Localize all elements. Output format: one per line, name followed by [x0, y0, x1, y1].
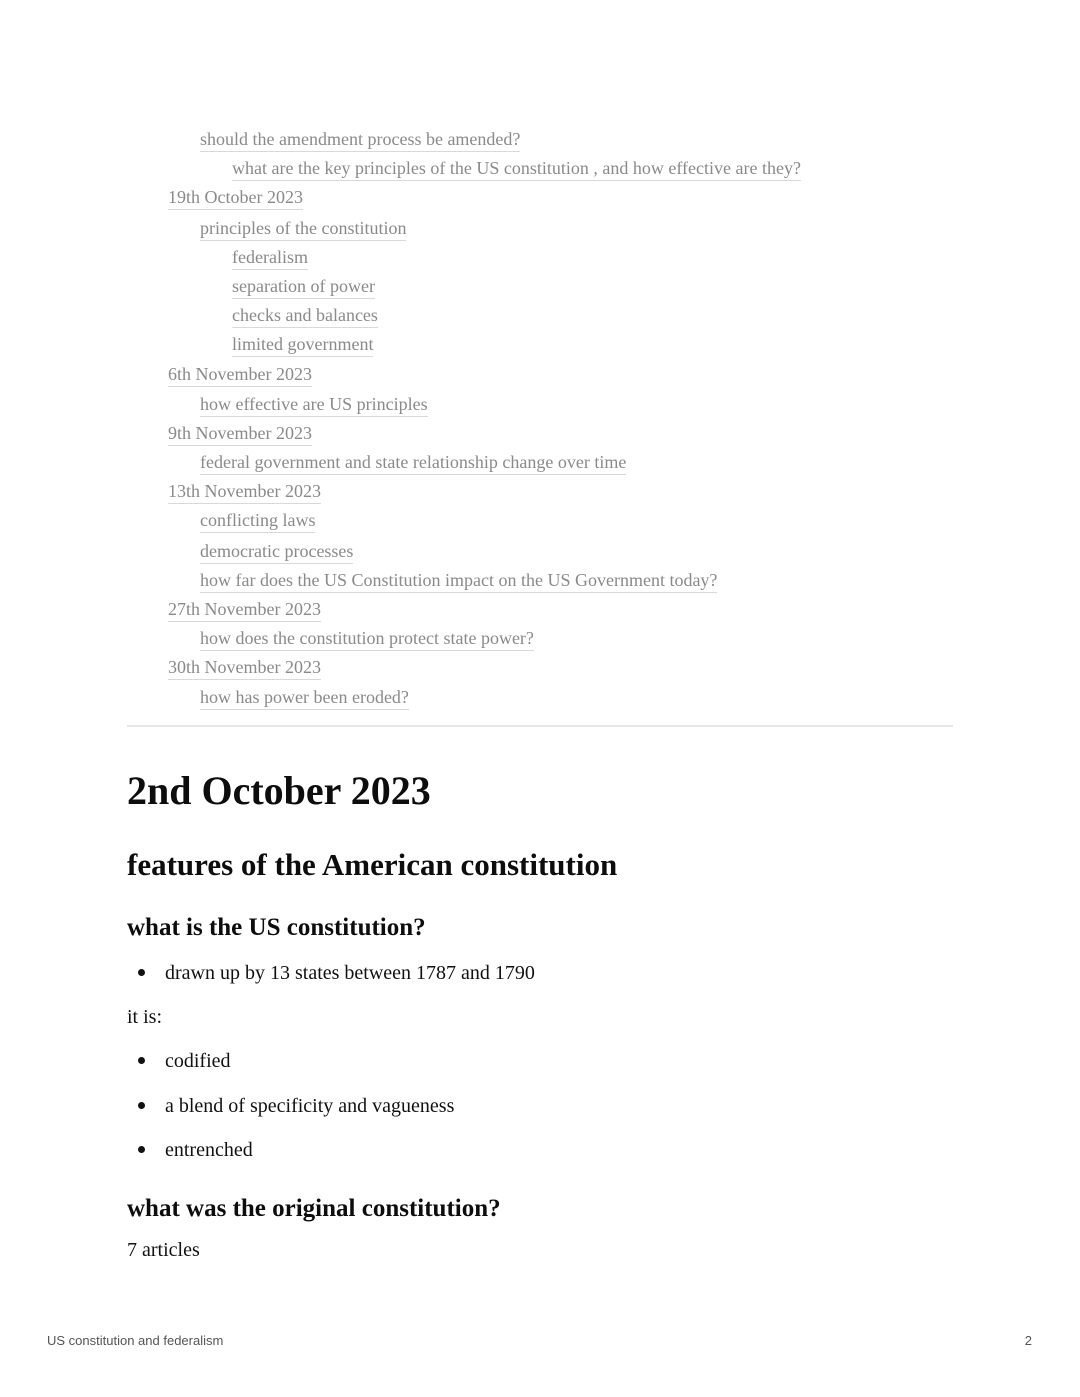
- toc-link[interactable]: democratic processes: [200, 540, 353, 564]
- paragraph: it is:: [127, 1006, 163, 1028]
- paragraph: 7 articles: [127, 1239, 200, 1261]
- bullet-icon: [138, 1146, 145, 1153]
- question-heading: what is the US constitution?: [127, 914, 426, 941]
- toc-link[interactable]: federal government and state relationship change over time: [200, 451, 626, 475]
- toc-link[interactable]: what are the key principles of the US constitution , and how effective are they?: [232, 157, 801, 181]
- list-item-text: codified: [165, 1050, 231, 1072]
- toc-link[interactable]: separation of power: [232, 275, 375, 299]
- toc-link[interactable]: 9th November 2023: [168, 422, 312, 446]
- toc-link[interactable]: principles of the constitution: [200, 217, 406, 241]
- list-item-text: drawn up by 13 states between 1787 and 1790: [165, 962, 535, 984]
- toc-link[interactable]: 30th November 2023: [168, 656, 321, 680]
- toc-link[interactable]: how has power been eroded?: [200, 686, 409, 710]
- toc-link[interactable]: 19th October 2023: [168, 186, 303, 210]
- toc-link[interactable]: conflicting laws: [200, 509, 315, 533]
- footer-document-title: US constitution and federalism: [47, 1333, 224, 1348]
- toc-link[interactable]: checks and balances: [232, 304, 378, 328]
- date-heading: 2nd October 2023: [127, 768, 431, 813]
- toc-link[interactable]: 13th November 2023: [168, 480, 321, 504]
- section-heading: features of the American constitution: [127, 847, 618, 882]
- toc-link[interactable]: how effective are US principles: [200, 393, 428, 417]
- toc-link[interactable]: 27th November 2023: [168, 598, 321, 622]
- bullet-icon: [138, 969, 145, 976]
- toc-link[interactable]: 6th November 2023: [168, 363, 312, 387]
- question-heading: what was the original constitution?: [127, 1195, 501, 1222]
- section-divider: [127, 725, 953, 727]
- toc-link[interactable]: limited government: [232, 333, 373, 357]
- toc-link[interactable]: how does the constitution protect state power?: [200, 627, 534, 651]
- toc-link[interactable]: federalism: [232, 246, 308, 270]
- bullet-icon: [138, 1057, 145, 1064]
- list-item-text: a blend of specificity and vagueness: [165, 1095, 455, 1117]
- list-item-text: entrenched: [165, 1139, 253, 1161]
- footer-page-number: 2: [1024, 1333, 1032, 1348]
- toc-link[interactable]: should the amendment process be amended?: [200, 128, 520, 152]
- bullet-icon: [138, 1102, 145, 1109]
- toc-link[interactable]: how far does the US Constitution impact on the US Government today?: [200, 569, 717, 593]
